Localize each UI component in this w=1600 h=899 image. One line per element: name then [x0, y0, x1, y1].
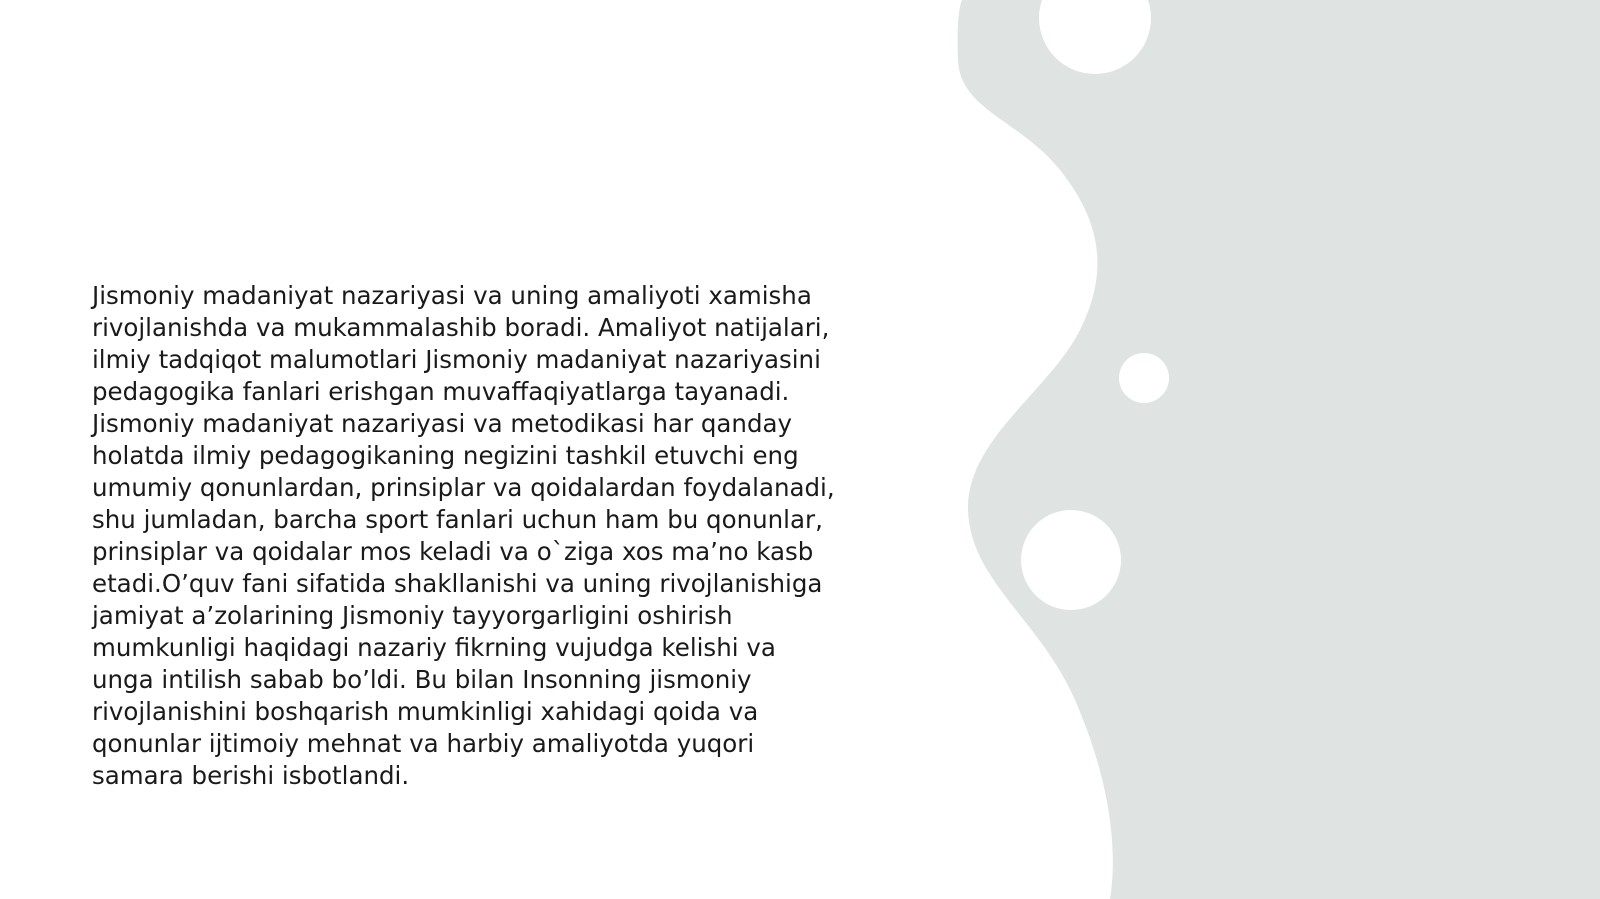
wave-background-shape — [958, 0, 1600, 899]
decorative-circle-middle — [1119, 353, 1169, 403]
decorative-circle-lower — [1021, 510, 1121, 610]
body-paragraph: Jismoniy madaniyat nazariyasi va uning amaliyoti xamisha rivojlanishda va mukammalashib boradi. Amaliyot natijalari, ilmiy tadqiqot malumotlari Jismoniy madaniyat nazariyasini pedagogika fanlari erishgan muvaffaqiyatlarga tayanadi. Jismoniy madaniyat nazariyasi va metodikasi har qanday holatda ilmiy pedagogikaning negizini tashkil etuvchi eng umumiy qonunlardan, prinsiplar va qoidalardan foydalanadi, shu jumladan, barcha sport fanlari uchun ham bu qonunlar, prinsiplar va qoidalar mos keladi va o`ziga xos ma’no kasb etadi.O’quv fani sifatida shakllanishi va uning rivojlanishiga jamiyat a’zolarining Jismoniy tayyorgarligini oshirish mumkunligi haqidagi nazariy fikrning vujudga kelishi va unga intilish sabab bo’ldi. Bu bilan Insonning jismoniy rivojlanishini boshqarish mumkinligi xahidagi qoida va qonunlar ijtimoiy mehnat va harbiy amaliyotda yuqori samara berishi isbotlandi. — [92, 281, 835, 790]
